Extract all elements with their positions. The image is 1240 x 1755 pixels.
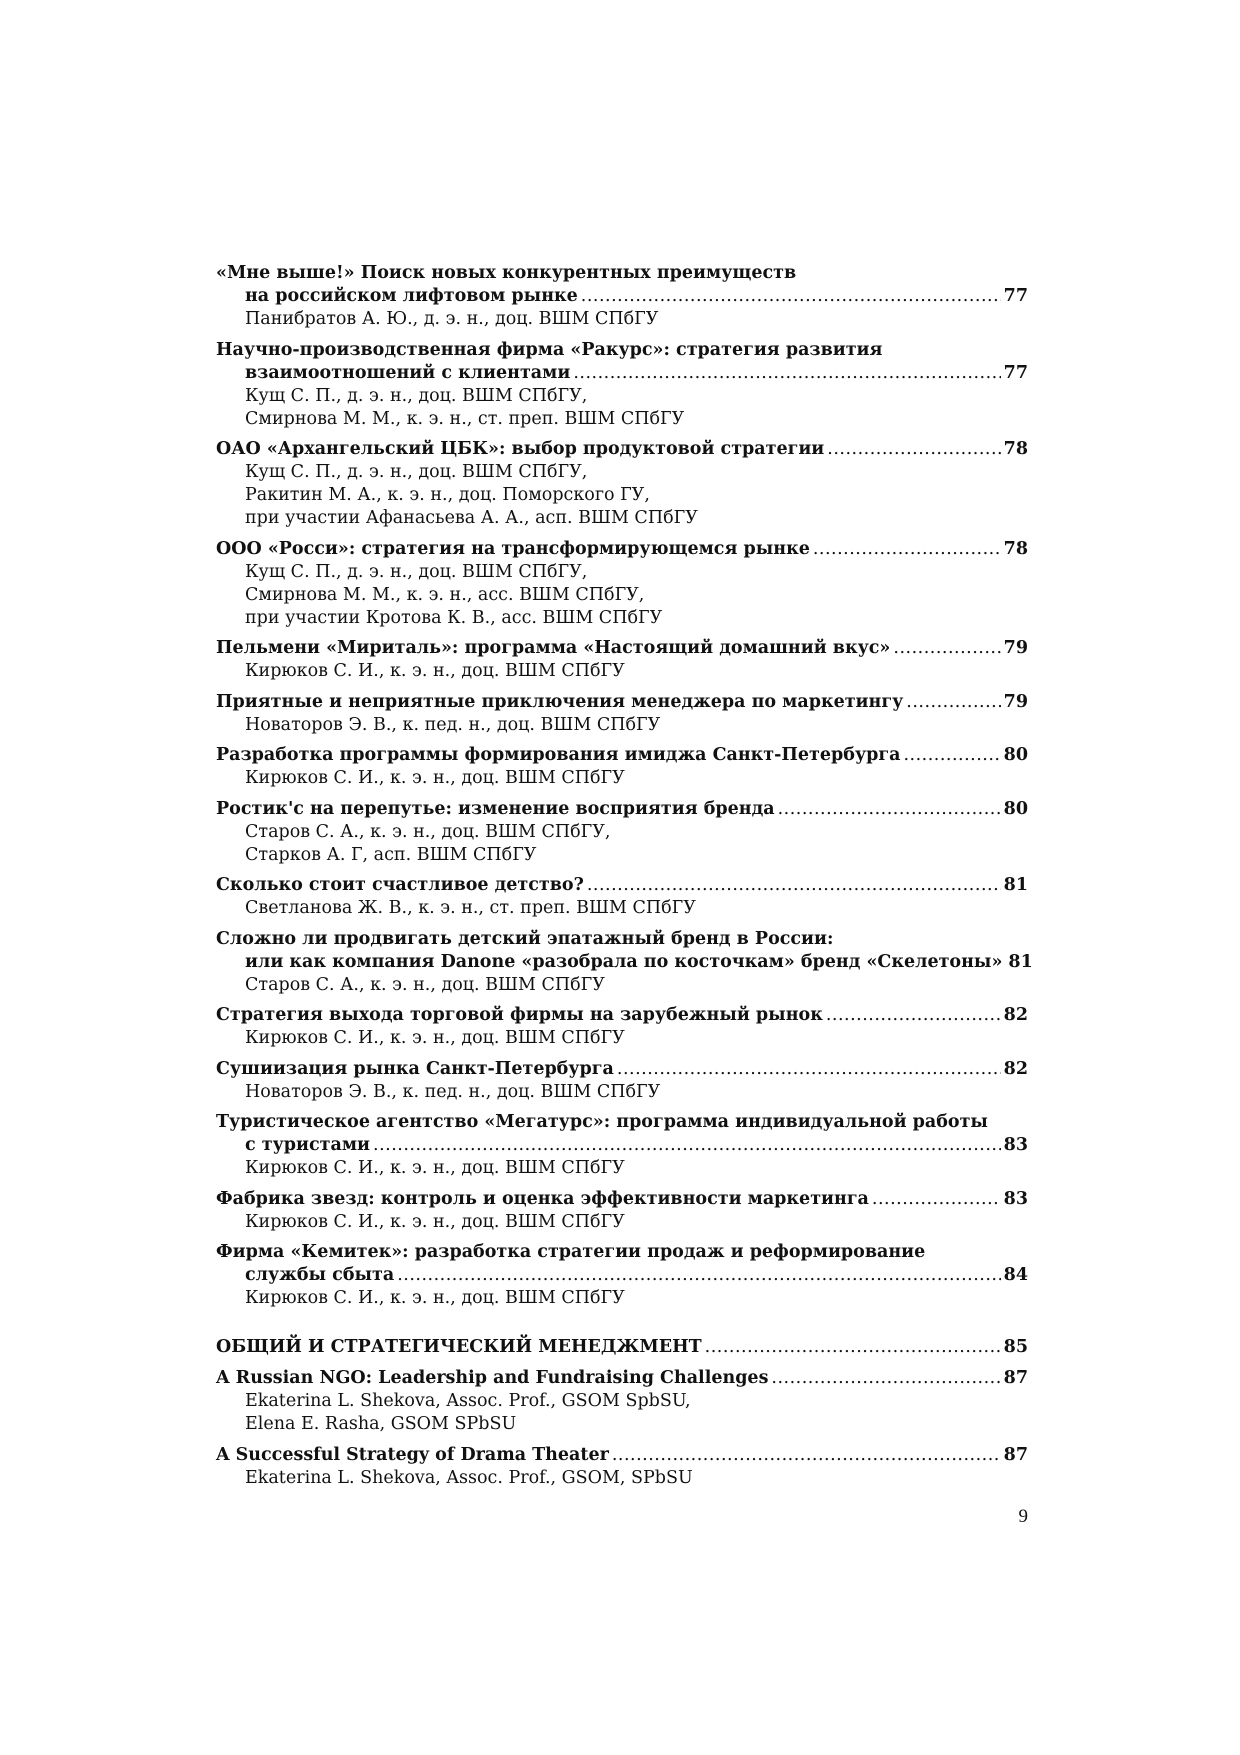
dot-leader xyxy=(893,637,1000,660)
toc-entry xyxy=(216,1444,1028,1490)
dot-leader xyxy=(573,362,1000,385)
entry-title: на российском лифтовом рынке xyxy=(245,286,578,306)
table-of-contents xyxy=(216,262,1033,1497)
dot-leader xyxy=(771,1367,1000,1390)
dot-leader xyxy=(705,1336,1001,1359)
page-number: 9 xyxy=(1018,1506,1028,1527)
entry-title: Сложно ли продвигать детский эпатажный бренд в России: xyxy=(216,928,834,949)
entry-author: при участии Афанасьева А. А., асп. ВШМ СПбГУ xyxy=(245,508,698,528)
entry-page-number: 87 xyxy=(1003,1444,1028,1465)
entry-title-line xyxy=(216,1336,1028,1359)
entry-page-number: 82 xyxy=(1003,1058,1028,1079)
entry-page-number: 82 xyxy=(1003,1005,1028,1025)
entry-page-number: 78 xyxy=(1003,538,1028,559)
entry-title-line xyxy=(216,928,1028,951)
entry-page-number: 77 xyxy=(1003,362,1028,383)
entry-title: Стратегия выхода торговой фирмы на зарубежный рынок xyxy=(216,1005,823,1025)
toc-section xyxy=(216,1336,1028,1359)
entry-author: Старов С. А., к. э. н., доц. ВШМ СПбГУ, xyxy=(245,821,611,842)
toc-entry xyxy=(216,1367,1028,1436)
entry-author: Кирюков С. И., к. э. н., доц. ВШМ СПбГУ xyxy=(245,768,625,788)
entry-author: Ekaterina L. Shekova, Assoc. Prof., GSOM, SPbSU xyxy=(245,1467,693,1488)
entry-title-line xyxy=(216,438,1028,461)
entry-title: с туристами xyxy=(245,1135,371,1155)
entry-author: Кущ С. П., д. э. н., доц. ВШМ СПбГУ, xyxy=(245,561,588,582)
entry-title: Ростик'с на перепутье: изменение восприятия бренда xyxy=(216,798,775,819)
entry-title: службы сбыта xyxy=(245,1265,395,1285)
entry-title-line xyxy=(216,285,1028,308)
toc-entry xyxy=(216,1004,1028,1050)
entry-title: A Successful Strategy of Drama Theater xyxy=(216,1444,609,1465)
entry-title: Разработка программы формирования имиджа Санкт-Петербурга xyxy=(216,745,901,765)
entry-author: Кирюков С. И., к. э. н., доц. ВШМ СПбГУ xyxy=(245,1211,625,1232)
entry-title-line xyxy=(216,691,1028,714)
entry-title: Фабрика звезд: контроль и оценка эффективности маркетинга xyxy=(216,1188,869,1209)
entry-title: Сушиизация рынка Санкт-Петербурга xyxy=(216,1058,614,1079)
dot-leader xyxy=(827,438,1000,461)
entry-title: A Russian NGO: Leadership and Fundraising Challenges xyxy=(216,1368,769,1388)
toc-entry xyxy=(216,1241,1028,1310)
entry-author: Новаторов Э. В., к. пед. н., доц. ВШМ СПбГУ xyxy=(245,1081,661,1102)
dot-leader xyxy=(872,1188,1001,1211)
entry-page-number: 84 xyxy=(1003,1265,1028,1285)
entry-title: Научно-производственная фирма «Ракурс»: стратегия развития xyxy=(216,339,883,360)
dot-leader xyxy=(617,1058,1001,1081)
entry-title: ОБЩИЙ И СТРАТЕГИЧЕСКИЙ МЕНЕДЖМЕНТ xyxy=(216,1337,702,1357)
entry-title-line xyxy=(216,1058,1028,1081)
toc-entry xyxy=(216,798,1028,867)
dot-leader xyxy=(826,1004,1001,1027)
entry-author: Кущ С. П., д. э. н., доц. ВШМ СПбГУ, xyxy=(245,385,588,406)
toc-entry xyxy=(216,438,1028,530)
dot-leader xyxy=(778,798,1001,821)
entry-title: «Мне выше!» Поиск новых конкурентных преимуществ xyxy=(216,263,797,283)
entry-page-number: 79 xyxy=(1003,638,1028,658)
entry-title-line xyxy=(216,1241,1028,1264)
entry-title-line xyxy=(216,744,1028,767)
dot-leader xyxy=(906,691,1000,714)
entry-page-number: 85 xyxy=(1003,1337,1028,1357)
entry-page-number: 83 xyxy=(1003,1135,1028,1155)
toc-entry xyxy=(216,928,1033,997)
toc-entry xyxy=(216,1188,1028,1234)
entry-title-line xyxy=(216,1111,1028,1134)
entry-title-line xyxy=(216,1264,1028,1287)
entry-title-line xyxy=(216,538,1028,561)
dot-leader xyxy=(903,744,1000,767)
entry-title: Фирма «Кемитек»: разработка стратегии продаж и реформирование xyxy=(216,1242,926,1262)
entry-page-number: 81 xyxy=(1003,875,1028,895)
toc-entry xyxy=(216,744,1028,790)
entry-author: Кирюков С. И., к. э. н., доц. ВШМ СПбГУ xyxy=(245,1028,625,1048)
entry-page-number: 83 xyxy=(1003,1188,1028,1209)
dot-leader xyxy=(612,1444,1001,1467)
entry-title-line xyxy=(216,951,1033,974)
entry-author: Кирюков С. И., к. э. н., доц. ВШМ СПбГУ xyxy=(245,661,625,681)
entry-author: Ekaterina L. Shekova, Assoc. Prof., GSOM SpbSU, xyxy=(245,1391,691,1411)
entry-title: ООО «Росси»: стратегия на трансформирующемся рынке xyxy=(216,538,810,559)
entry-author: Светланова Ж. В., к. э. н., ст. преп. ВШМ СПбГУ xyxy=(245,898,696,918)
entry-author: Смирнова М. М., к. э. н., ст. преп. ВШМ СПбГУ xyxy=(245,408,685,429)
entry-title: Туристическое агентство «Мегатурс»: программа индивидуальной работы xyxy=(216,1112,988,1132)
entry-title: Приятные и неприятные приключения менеджера по маркетингу xyxy=(216,691,904,712)
entry-author: Кирюков С. И., к. э. н., доц. ВШМ СПбГУ xyxy=(245,1288,625,1308)
entry-title: Пельмени «Мириталь»: программа «Настоящий домашний вкус» xyxy=(216,638,891,658)
entry-page-number: 81 xyxy=(1008,951,1033,972)
entry-title-line xyxy=(216,262,1028,285)
entry-page-number: 79 xyxy=(1003,691,1028,712)
dot-leader xyxy=(587,874,1001,897)
entry-title-line xyxy=(216,637,1028,660)
toc-entry xyxy=(216,1058,1028,1104)
entry-author: Ракитин М. А., к. э. н., доц. Поморского ГУ, xyxy=(245,485,650,505)
toc-entry xyxy=(216,691,1028,737)
entry-author: Elena E. Rasha, GSOM SPbSU xyxy=(245,1414,517,1434)
entry-title-line xyxy=(216,339,1028,362)
entry-author: Кирюков С. И., к. э. н., доц. ВШМ СПбГУ xyxy=(245,1158,625,1178)
dot-leader xyxy=(813,538,1001,561)
entry-title-line xyxy=(216,1367,1028,1390)
entry-title: Сколько стоит счастливое детство? xyxy=(216,875,584,895)
entry-title-line xyxy=(216,874,1028,897)
toc-entry xyxy=(216,262,1028,331)
entry-author: Новаторов Э. В., к. пед. н., доц. ВШМ СПбГУ xyxy=(245,714,661,735)
entry-title: или как компания Danone «разобрала по косточкам» бренд «Скелетоны» xyxy=(245,951,1003,972)
entry-author: при участии Кротова К. В., асс. ВШМ СПбГУ xyxy=(245,607,663,628)
entry-title-line xyxy=(216,1444,1028,1467)
entry-author: Старов С. А., к. э. н., доц. ВШМ СПбГУ xyxy=(245,974,605,995)
entry-page-number: 77 xyxy=(1003,286,1028,306)
entry-page-number: 87 xyxy=(1003,1368,1028,1388)
toc-entry xyxy=(216,637,1028,683)
entry-author: Смирнова М. М., к. э. н., асс. ВШМ СПбГУ, xyxy=(245,584,645,605)
dot-leader xyxy=(581,285,1001,308)
entry-title-line xyxy=(216,1188,1028,1211)
entry-title: ОАО «Архангельский ЦБК»: выбор продуктовой стратегии xyxy=(216,439,825,459)
entry-page-number: 78 xyxy=(1003,439,1028,459)
toc-entry xyxy=(216,1111,1028,1180)
entry-page-number: 80 xyxy=(1003,798,1028,819)
entry-title-line xyxy=(216,1004,1028,1027)
entry-author: Панибратов А. Ю., д. э. н., доц. ВШМ СПбГУ xyxy=(245,309,659,329)
entry-page-number: 80 xyxy=(1003,745,1028,765)
entry-title: взаимоотношений с клиентами xyxy=(245,362,571,383)
entry-author: Кущ С. П., д. э. н., доц. ВШМ СПбГУ, xyxy=(245,462,588,482)
entry-title-line xyxy=(216,798,1028,821)
toc-entry xyxy=(216,538,1028,630)
entry-title-line xyxy=(216,362,1028,385)
dot-leader xyxy=(373,1134,1001,1157)
entry-author: Старков А. Г, асп. ВШМ СПбГУ xyxy=(245,844,537,865)
toc-entry xyxy=(216,874,1028,920)
dot-leader xyxy=(397,1264,1000,1287)
toc-entry xyxy=(216,339,1028,431)
entry-title-line xyxy=(216,1134,1028,1157)
